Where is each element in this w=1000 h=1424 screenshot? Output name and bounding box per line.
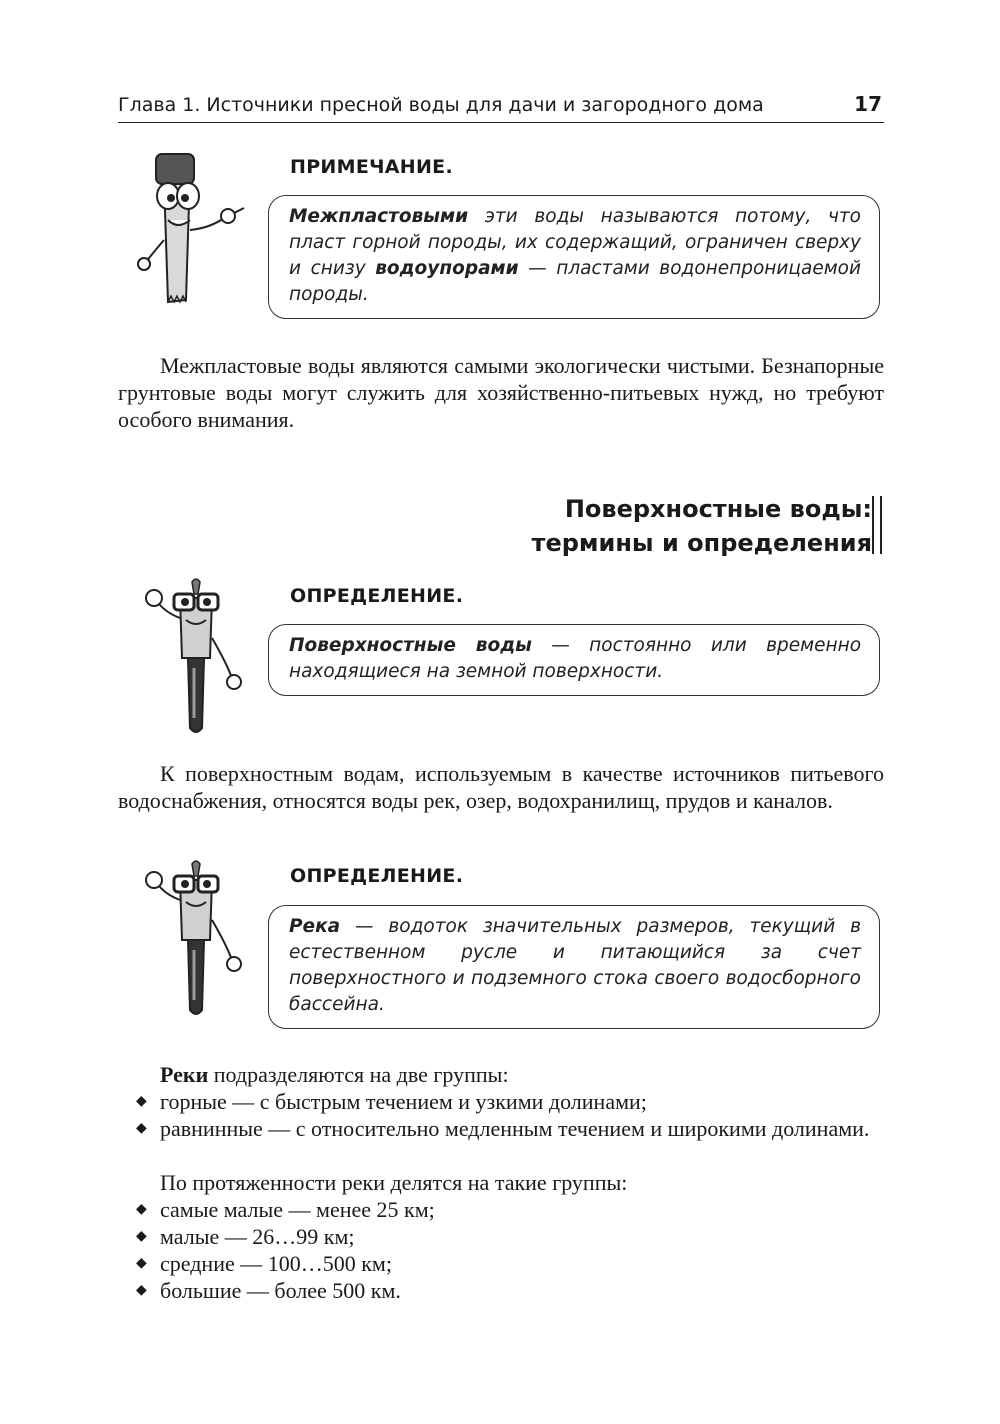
river-length-list — [118, 1196, 884, 1304]
bullet-icon: ◆ — [136, 1202, 147, 1217]
screwdriver-mascot-icon — [140, 860, 250, 1020]
rivers-intro — [118, 1061, 884, 1088]
section-heading-bar — [872, 496, 882, 554]
length-intro: По протяженности реки делятся на такие группы: — [160, 1170, 628, 1195]
river-groups-list — [118, 1088, 884, 1142]
list-item: ◆ самые малые — менее 25 км; — [136, 1197, 435, 1222]
definition-2-heading: ОПРЕДЕЛЕНИЕ. — [290, 865, 464, 887]
page-number: 17 — [854, 92, 882, 116]
note-text-2: — пластами водонепроницаемой породы. — [289, 258, 861, 305]
chapter-title: Глава 1. Источники пресной воды для дачи и загородного дома — [118, 94, 764, 116]
list-item: ◆ малые — 26…99 км; — [136, 1224, 355, 1249]
note-text-1: эти воды называются потому, что пласт горной породы, их содержащий, ограничен сверху и снизу — [289, 206, 861, 279]
definition-2-term: Река — [289, 916, 341, 937]
note-heading: ПРИМЕЧАНИЕ. — [290, 156, 453, 178]
bullet-icon: ◆ — [136, 1121, 147, 1136]
bullet-icon: ◆ — [136, 1256, 147, 1271]
rivers-intro-text: подразделяются на две группы: — [208, 1062, 509, 1087]
paragraph-2: К поверхностным водам, используемым в качестве источников питьевого водоснабжения, относятся воды рек, озер, водохранилищ, прудов и каналов. — [118, 761, 884, 813]
list-item: ◆ равнинные — с относительно медленным течением и широкими долинами. — [136, 1116, 870, 1141]
note-term-2: водоупорами — [375, 258, 519, 279]
list-item: ◆ средние — 100…500 км; — [136, 1251, 392, 1276]
bullet-icon: ◆ — [136, 1094, 147, 1109]
definition-2-box — [268, 905, 880, 1029]
list-item: ◆ горные — с быстрым течением и узкими долинами; — [136, 1089, 647, 1114]
section-heading-line-1: Поверхностные воды: — [564, 495, 872, 523]
note-term-1: Межпластовыми — [289, 206, 469, 227]
section-heading — [532, 492, 872, 560]
saw-mascot-icon — [128, 150, 248, 310]
screwdriver-mascot-icon — [140, 578, 250, 738]
definition-1-term: Поверхностные воды — [289, 635, 532, 656]
definition-1-heading: ОПРЕДЕЛЕНИЕ. — [290, 585, 464, 607]
section-heading-line-2: термины и определения — [531, 529, 872, 557]
note-box — [268, 195, 880, 319]
list-item: ◆ большие — более 500 км. — [136, 1278, 401, 1303]
definition-1-text: — постоянно или временно находящиеся на земной поверхности. — [289, 635, 862, 682]
definition-1-box — [268, 624, 880, 696]
rivers-intro-term: Реки — [160, 1062, 209, 1087]
running-header — [118, 92, 884, 123]
definition-2-text: — водоток значительных размеров, текущий в естественном русле и питающийся за счет поверхностного и подземного стока своего водосборного бассейна. — [289, 916, 861, 1015]
bullet-icon: ◆ — [136, 1283, 147, 1298]
bullet-icon: ◆ — [136, 1229, 147, 1244]
paragraph-1: Межпластовые воды являются самыми экологически чистыми. Безнапорные грунтовые воды могут служить для хозяйственно-питьевых нужд, но требуют особого внимания. — [118, 353, 884, 432]
